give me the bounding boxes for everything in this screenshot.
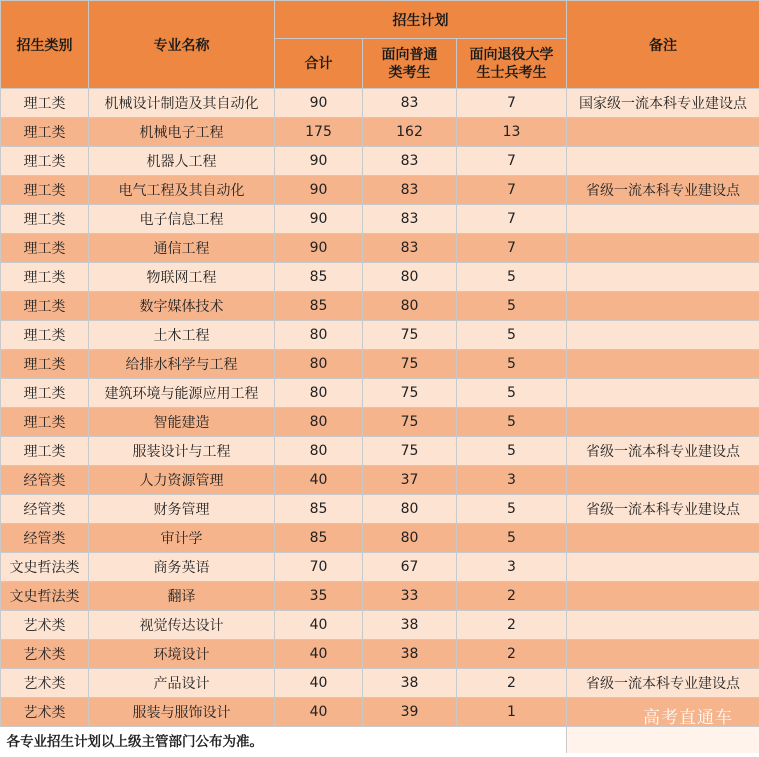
- header-veteran: 面向退役大学生士兵考生: [457, 39, 567, 89]
- cell-total: 35: [275, 582, 363, 611]
- cell-note: [567, 292, 759, 321]
- cell-category: 理工类: [1, 234, 89, 263]
- cell-note: 省级一流本科专业建设点: [567, 176, 759, 205]
- cell-total: 80: [275, 408, 363, 437]
- cell-note: [567, 147, 759, 176]
- table-row: [1, 495, 759, 524]
- cell-category: 理工类: [1, 205, 89, 234]
- cell-general: 38: [363, 640, 457, 669]
- cell-general: 75: [363, 321, 457, 350]
- cell-total: 175: [275, 118, 363, 147]
- table-row: [1, 205, 759, 234]
- cell-total: 85: [275, 524, 363, 553]
- cell-veteran: 7: [457, 234, 567, 263]
- cell-category: 理工类: [1, 263, 89, 292]
- table-row: [1, 669, 759, 698]
- cell-general: 80: [363, 495, 457, 524]
- cell-veteran: 5: [457, 524, 567, 553]
- watermark: 高考直通车: [643, 708, 733, 728]
- table-body: [1, 89, 759, 727]
- cell-veteran: 13: [457, 118, 567, 147]
- cell-veteran: 3: [457, 553, 567, 582]
- cell-veteran: 2: [457, 611, 567, 640]
- cell-general: 75: [363, 350, 457, 379]
- footnote-filler: [567, 727, 759, 754]
- cell-category: 经管类: [1, 495, 89, 524]
- cell-category: 理工类: [1, 408, 89, 437]
- cell-major: 智能建造: [89, 408, 275, 437]
- cell-veteran: 5: [457, 263, 567, 292]
- cell-general: 83: [363, 234, 457, 263]
- cell-major: 环境设计: [89, 640, 275, 669]
- cell-general: 80: [363, 263, 457, 292]
- cell-category: 理工类: [1, 118, 89, 147]
- cell-total: 80: [275, 379, 363, 408]
- cell-total: 85: [275, 292, 363, 321]
- cell-total: 40: [275, 698, 363, 727]
- cell-veteran: 5: [457, 495, 567, 524]
- cell-note: [567, 408, 759, 437]
- cell-total: 40: [275, 640, 363, 669]
- table-row: [1, 379, 759, 408]
- cell-total: 90: [275, 147, 363, 176]
- cell-major: 机械电子工程: [89, 118, 275, 147]
- cell-note: [567, 234, 759, 263]
- cell-note: [567, 640, 759, 669]
- cell-veteran: 5: [457, 437, 567, 466]
- cell-major: 物联网工程: [89, 263, 275, 292]
- cell-note: [567, 379, 759, 408]
- cell-category: 理工类: [1, 321, 89, 350]
- cell-note: [567, 263, 759, 292]
- table-row: [1, 408, 759, 437]
- cell-note: 省级一流本科专业建设点: [567, 437, 759, 466]
- cell-major: 视觉传达设计: [89, 611, 275, 640]
- cell-veteran: 1: [457, 698, 567, 727]
- cell-total: 90: [275, 234, 363, 263]
- cell-note: 国家级一流本科专业建设点: [567, 89, 759, 118]
- cell-category: 艺术类: [1, 698, 89, 727]
- cell-major: 建筑环境与能源应用工程: [89, 379, 275, 408]
- cell-total: 40: [275, 466, 363, 495]
- cell-veteran: 7: [457, 205, 567, 234]
- cell-total: 80: [275, 321, 363, 350]
- cell-category: 文史哲法类: [1, 582, 89, 611]
- cell-general: 83: [363, 205, 457, 234]
- cell-category: 艺术类: [1, 669, 89, 698]
- cell-veteran: 2: [457, 640, 567, 669]
- cell-general: 38: [363, 611, 457, 640]
- cell-note: [567, 321, 759, 350]
- cell-total: 80: [275, 437, 363, 466]
- cell-note: [567, 205, 759, 234]
- cell-total: 40: [275, 669, 363, 698]
- cell-major: 数字媒体技术: [89, 292, 275, 321]
- footnote: 各专业招生计划以上级主管部门公布为准。: [1, 727, 567, 754]
- cell-total: 90: [275, 89, 363, 118]
- cell-veteran: 7: [457, 89, 567, 118]
- header-total: 合计: [275, 39, 363, 89]
- cell-general: 75: [363, 408, 457, 437]
- cell-category: 理工类: [1, 437, 89, 466]
- cell-major: 财务管理: [89, 495, 275, 524]
- cell-category: 文史哲法类: [1, 553, 89, 582]
- cell-general: 67: [363, 553, 457, 582]
- cell-major: 机器人工程: [89, 147, 275, 176]
- cell-major: 服装设计与工程: [89, 437, 275, 466]
- cell-veteran: 3: [457, 466, 567, 495]
- cell-general: 83: [363, 176, 457, 205]
- table-row: [1, 524, 759, 553]
- cell-total: 80: [275, 350, 363, 379]
- cell-veteran: 7: [457, 147, 567, 176]
- cell-note: [567, 524, 759, 553]
- cell-category: 艺术类: [1, 611, 89, 640]
- table-row: [1, 321, 759, 350]
- cell-veteran: 2: [457, 582, 567, 611]
- cell-veteran: 5: [457, 350, 567, 379]
- cell-category: 理工类: [1, 176, 89, 205]
- table-row: [1, 147, 759, 176]
- cell-veteran: 5: [457, 292, 567, 321]
- header-plan: 招生计划: [275, 1, 567, 39]
- cell-category: 艺术类: [1, 640, 89, 669]
- table-row: [1, 553, 759, 582]
- cell-general: 83: [363, 89, 457, 118]
- header-major: 专业名称: [89, 1, 275, 89]
- cell-total: 90: [275, 205, 363, 234]
- cell-major: 给排水科学与工程: [89, 350, 275, 379]
- cell-note: [567, 553, 759, 582]
- cell-category: 理工类: [1, 379, 89, 408]
- cell-major: 人力资源管理: [89, 466, 275, 495]
- cell-note: [567, 466, 759, 495]
- table-row: [1, 611, 759, 640]
- cell-veteran: 7: [457, 176, 567, 205]
- cell-note: 省级一流本科专业建设点: [567, 495, 759, 524]
- cell-major: 通信工程: [89, 234, 275, 263]
- table-row: [1, 437, 759, 466]
- cell-veteran: 5: [457, 379, 567, 408]
- cell-note: [567, 582, 759, 611]
- cell-general: 75: [363, 437, 457, 466]
- cell-general: 33: [363, 582, 457, 611]
- cell-total: 70: [275, 553, 363, 582]
- cell-category: 理工类: [1, 147, 89, 176]
- cell-general: 75: [363, 379, 457, 408]
- cell-general: 37: [363, 466, 457, 495]
- cell-note: [567, 350, 759, 379]
- header-note: 备注: [567, 1, 759, 89]
- cell-note: [567, 118, 759, 147]
- cell-major: 电子信息工程: [89, 205, 275, 234]
- cell-general: 39: [363, 698, 457, 727]
- table-row: [1, 176, 759, 205]
- cell-major: 产品设计: [89, 669, 275, 698]
- cell-general: 80: [363, 524, 457, 553]
- table-row: [1, 234, 759, 263]
- cell-major: 电气工程及其自动化: [89, 176, 275, 205]
- table-row: [1, 466, 759, 495]
- cell-total: 90: [275, 176, 363, 205]
- cell-major: 审计学: [89, 524, 275, 553]
- table-row: [1, 89, 759, 118]
- table-row: [1, 118, 759, 147]
- table-row: [1, 292, 759, 321]
- cell-category: 理工类: [1, 350, 89, 379]
- cell-major: 服装与服饰设计: [89, 698, 275, 727]
- header-general: 面向普通类考生: [363, 39, 457, 89]
- cell-general: 38: [363, 669, 457, 698]
- header-category: 招生类别: [1, 1, 89, 89]
- cell-category: 理工类: [1, 292, 89, 321]
- cell-total: 40: [275, 611, 363, 640]
- cell-general: 162: [363, 118, 457, 147]
- table-row: [1, 582, 759, 611]
- cell-total: 85: [275, 495, 363, 524]
- cell-major: 机械设计制造及其自动化: [89, 89, 275, 118]
- table-row: [1, 263, 759, 292]
- table-row: [1, 350, 759, 379]
- cell-note: [567, 611, 759, 640]
- cell-veteran: 5: [457, 321, 567, 350]
- cell-major: 土木工程: [89, 321, 275, 350]
- cell-veteran: 2: [457, 669, 567, 698]
- cell-total: 85: [275, 263, 363, 292]
- cell-general: 83: [363, 147, 457, 176]
- cell-major: 翻译: [89, 582, 275, 611]
- cell-general: 80: [363, 292, 457, 321]
- cell-note: 省级一流本科专业建设点: [567, 669, 759, 698]
- cell-category: 经管类: [1, 524, 89, 553]
- cell-veteran: 5: [457, 408, 567, 437]
- cell-category: 经管类: [1, 466, 89, 495]
- table-row: [1, 640, 759, 669]
- cell-major: 商务英语: [89, 553, 275, 582]
- cell-category: 理工类: [1, 89, 89, 118]
